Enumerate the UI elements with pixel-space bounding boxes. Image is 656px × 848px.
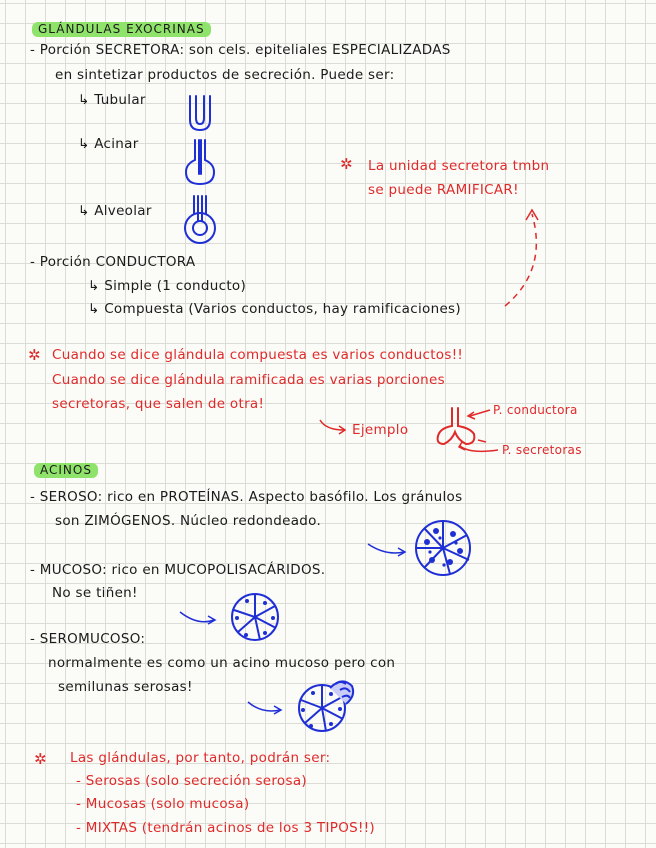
seroso-acino-drawing: [416, 521, 470, 575]
alveolar-gland-drawing: [185, 196, 215, 243]
seromucoso-arrow: [248, 702, 281, 714]
red-note-star-icon: ✲: [28, 346, 41, 364]
summary-item-serosas: - Serosas (solo secreción serosa): [76, 773, 307, 789]
secretora-line-2: en sintetizar productos de secreción. Puede ser:: [55, 67, 395, 83]
tipo-tubular-label: ↳ Tubular: [78, 92, 146, 108]
ejemplo-label: Ejemplo: [352, 422, 409, 438]
section-title-acinos: ACINOS: [34, 463, 98, 478]
conductora-simple: ↳ Simple (1 conducto): [88, 278, 247, 294]
seroso-arrow: [368, 544, 405, 556]
note-ramificar-2: se puede RAMIFICAR!: [368, 182, 519, 198]
summary-item-mucosas: - Mucosas (solo mucosa): [76, 796, 250, 812]
mucoso-acino-drawing: [232, 594, 278, 640]
mucoso-arrow: [180, 612, 215, 624]
seromucoso-acino-drawing: [299, 681, 353, 731]
seroso-line-2: son ZIMÓGENOS. Núcleo redondeado.: [55, 513, 322, 529]
summary-item-mixtas: - MIXTAS (tendrán acinos de los 3 TIPOS!!): [76, 820, 375, 836]
tipo-acinar-label: ↳ Acinar: [78, 136, 139, 152]
p-secretoras-label: P. secretoras: [502, 443, 582, 457]
secretora-line-1: - Porción SECRETORA: son cels. epiteliales ESPECIALIZADAS: [30, 42, 451, 58]
mucoso-line-2: No se tiñen!: [52, 585, 138, 601]
seromucoso-line-1: - SEROMUCOSO:: [30, 631, 146, 647]
seroso-line-1: - SEROSO: rico en PROTEÍNAS. Aspecto basófilo. Los gránulos: [30, 489, 463, 505]
tipo-alveolar-label: ↳ Alveolar: [78, 203, 152, 219]
seromucoso-line-3: semilunas serosas!: [58, 679, 193, 695]
conductora-title: - Porción CONDUCTORA: [30, 254, 196, 270]
red-note-line-1: Cuando se dice glándula compuesta es varios conductos!!: [52, 347, 464, 363]
branched-gland-drawing: [438, 408, 475, 444]
tubular-gland-drawing: [190, 96, 210, 130]
seromucoso-line-2: normalmente es como un acino mucoso pero con: [48, 655, 396, 671]
summary-intro: Las glándulas, por tanto, podrán ser:: [70, 750, 331, 766]
p-conductora-label: P. conductora: [493, 403, 578, 417]
ramificar-dashed-arrow: [505, 210, 538, 306]
conductora-compuesta: ↳ Compuesta (Varios conductos, hay ramificaciones): [88, 301, 461, 317]
note-star-icon: ✲: [340, 155, 353, 173]
note-ramificar-1: La unidad secretora tmbn: [368, 158, 550, 174]
ejemplo-arrow: [320, 420, 345, 434]
red-note-line-3: secretoras, que salen de otra!: [52, 396, 265, 412]
acinar-gland-drawing: [186, 140, 214, 184]
red-note-line-2: Cuando se dice glándula ramificada es varias porciones: [52, 372, 445, 388]
section-title-exocrinas: GLÁNDULAS EXOCRINAS: [32, 22, 211, 37]
summary-star-icon: ✲: [34, 750, 47, 768]
mucoso-line-1: - MUCOSO: rico en MUCOPOLISACÁRIDOS.: [30, 562, 326, 578]
